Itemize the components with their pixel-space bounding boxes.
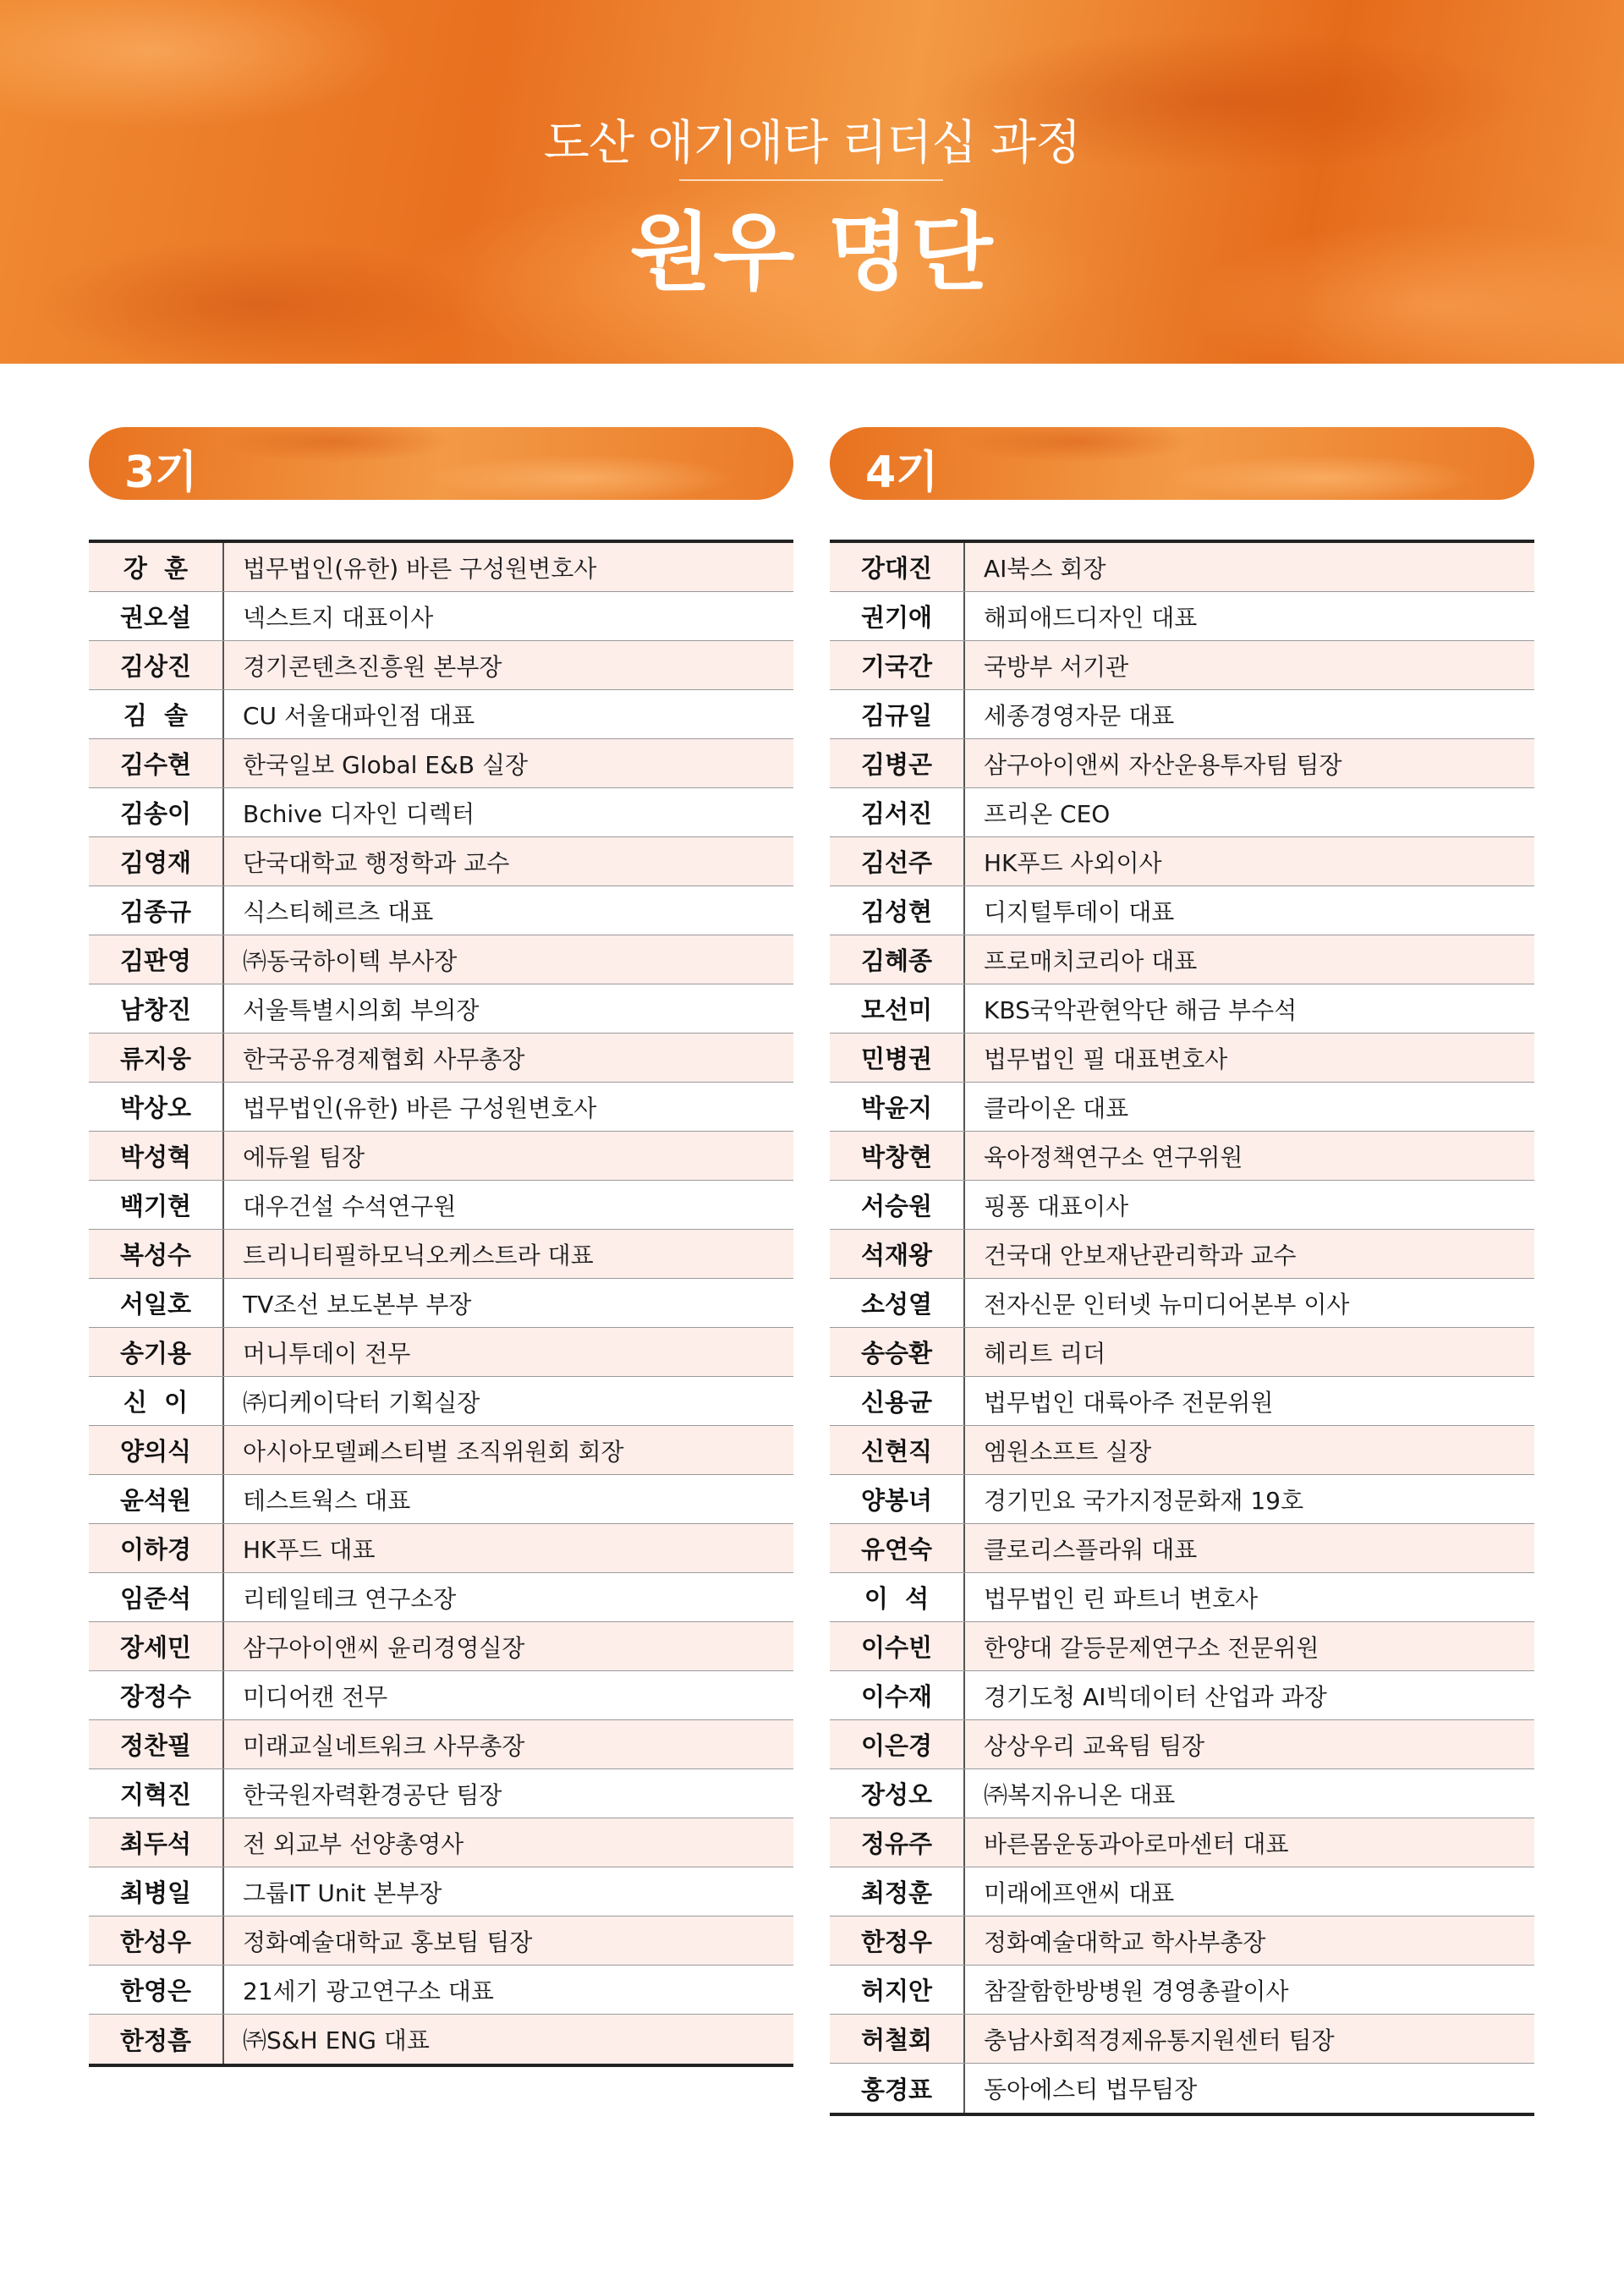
member-affiliation: 한국일보 Global E&B 실장 bbox=[243, 750, 529, 779]
member-name: 한정흠 bbox=[89, 2015, 224, 2064]
member-name: 소성열 bbox=[830, 1279, 965, 1327]
member-name: 모선미 bbox=[830, 984, 965, 1033]
program-subtitle: 도산 애기애타 리더십 과정 bbox=[543, 116, 1081, 171]
member-affiliation: 건국대 안보재난관리학과 교수 bbox=[984, 1241, 1297, 1269]
member-affiliation: 테스트웍스 대표 bbox=[243, 1486, 411, 1515]
member-name: 허철회 bbox=[830, 2015, 965, 2063]
member-affiliation: 미래교실네트워크 사무총장 bbox=[243, 1731, 525, 1760]
table-row bbox=[830, 935, 1534, 984]
member-name: 허지안 bbox=[830, 1966, 965, 2014]
member-name: 석재왕 bbox=[830, 1230, 965, 1278]
member-affiliation: 미디어캔 전무 bbox=[243, 1682, 388, 1711]
table-row bbox=[89, 543, 793, 592]
member-name: 장세민 bbox=[89, 1622, 224, 1670]
table-row bbox=[89, 1328, 793, 1377]
member-name: 복성수 bbox=[89, 1230, 224, 1278]
table-row bbox=[830, 1181, 1534, 1230]
member-affiliation: 핑퐁 대표이사 bbox=[984, 1192, 1129, 1220]
member-name: 양봉녀 bbox=[830, 1475, 965, 1523]
table-row bbox=[89, 788, 793, 837]
member-name: 송기용 bbox=[89, 1328, 224, 1376]
table-row bbox=[830, 1671, 1534, 1720]
table-row bbox=[89, 1034, 793, 1083]
member-name: 이수재 bbox=[830, 1671, 965, 1719]
member-affiliation: 경기민요 국가지정문화재 19호 bbox=[984, 1486, 1304, 1515]
member-name: 류지웅 bbox=[89, 1034, 224, 1082]
member-affiliation: 서울특별시의회 부의장 bbox=[243, 995, 480, 1024]
member-affiliation: 리테일테크 연구소장 bbox=[243, 1584, 457, 1613]
member-name: 신 이 bbox=[89, 1377, 224, 1425]
table-row bbox=[89, 935, 793, 984]
member-affiliation: 경기도청 AI빅데이터 산업과 과장 bbox=[984, 1682, 1327, 1711]
member-affiliation: 머니투데이 전무 bbox=[243, 1339, 411, 1368]
member-affiliation: 삼구아이앤씨 자산운용투자팀 팀장 bbox=[984, 750, 1342, 779]
table-row bbox=[830, 1132, 1534, 1181]
member-name: 장정수 bbox=[89, 1671, 224, 1719]
member-affiliation: 한국원자력환경공단 팀장 bbox=[243, 1780, 502, 1809]
member-affiliation: 전 외교부 선양총영사 bbox=[243, 1829, 464, 1858]
member-affiliation: 삼구아이앤씨 윤리경영실장 bbox=[243, 1633, 525, 1662]
table-row bbox=[830, 1916, 1534, 1966]
table-row bbox=[830, 1377, 1534, 1426]
member-name: 박윤지 bbox=[830, 1083, 965, 1131]
member-affiliation: CU 서울대파인점 대표 bbox=[243, 701, 475, 730]
table-row bbox=[89, 1524, 793, 1573]
table-row bbox=[89, 837, 793, 886]
table-row bbox=[830, 1475, 1534, 1524]
member-affiliation: ㈜동국하이텍 부사장 bbox=[243, 946, 458, 975]
cohort-4-column bbox=[830, 540, 1534, 2116]
member-affiliation: 법무법인 린 파트너 변호사 bbox=[984, 1584, 1259, 1613]
member-name: 백기현 bbox=[89, 1181, 224, 1229]
member-affiliation: 프로매치코리아 대표 bbox=[984, 946, 1198, 975]
member-affiliation: 트리니티필하모닉오케스트라 대표 bbox=[243, 1241, 594, 1269]
member-affiliation: 한양대 갈등문제연구소 전문위원 bbox=[984, 1633, 1320, 1662]
member-name: 김성현 bbox=[830, 886, 965, 935]
table-row bbox=[89, 1671, 793, 1720]
table-row bbox=[89, 1573, 793, 1622]
table-row bbox=[89, 1818, 793, 1867]
member-name: 김판영 bbox=[89, 935, 224, 984]
table-row bbox=[830, 984, 1534, 1034]
member-name: 민병권 bbox=[830, 1034, 965, 1082]
member-affiliation: AI북스 회장 bbox=[984, 554, 1106, 583]
member-affiliation: ㈜복지유니온 대표 bbox=[984, 1780, 1176, 1809]
table-row bbox=[89, 1230, 793, 1279]
member-name: 윤석원 bbox=[89, 1475, 224, 1523]
table-row bbox=[830, 1328, 1534, 1377]
member-name: 이하경 bbox=[89, 1524, 224, 1572]
table-row bbox=[830, 1720, 1534, 1769]
member-affiliation: 전자신문 인터넷 뉴미디어본부 이사 bbox=[984, 1290, 1350, 1319]
table-row bbox=[830, 1867, 1534, 1916]
member-affiliation: 클라이온 대표 bbox=[984, 1094, 1129, 1122]
table-row bbox=[89, 641, 793, 690]
member-affiliation: 헤리트 리더 bbox=[984, 1339, 1106, 1368]
member-affiliation: TV조선 보도본부 부장 bbox=[243, 1290, 472, 1319]
table-row bbox=[89, 1622, 793, 1671]
member-name: 최병일 bbox=[89, 1867, 224, 1916]
member-affiliation: ㈜S&H ENG 대표 bbox=[243, 2026, 430, 2054]
member-affiliation: 동아에스티 법무팀장 bbox=[984, 2075, 1198, 2103]
member-name: 김 솔 bbox=[89, 690, 224, 738]
table-row bbox=[89, 886, 793, 935]
title-divider bbox=[679, 179, 943, 181]
table-row bbox=[830, 1622, 1534, 1671]
member-name: 기국간 bbox=[830, 641, 965, 689]
member-name: 김선주 bbox=[830, 837, 965, 886]
member-name: 이은경 bbox=[830, 1720, 965, 1768]
member-name: 임준석 bbox=[89, 1573, 224, 1621]
member-name: 김병곤 bbox=[830, 739, 965, 787]
page-title: 원우 명단 bbox=[629, 203, 995, 302]
member-affiliation: 넥스트지 대표이사 bbox=[243, 603, 434, 632]
member-affiliation: 그룹IT Unit 본부장 bbox=[243, 1878, 442, 1907]
cohort-4-table bbox=[830, 540, 1534, 2116]
table-row bbox=[830, 1573, 1534, 1622]
table-row bbox=[89, 1426, 793, 1475]
member-name: 김서진 bbox=[830, 788, 965, 836]
table-row bbox=[89, 1083, 793, 1132]
cohort-4-label: 4기 bbox=[865, 447, 939, 498]
member-name: 박창현 bbox=[830, 1132, 965, 1180]
member-affiliation: 법무법인(유한) 바른 구성원변호사 bbox=[243, 1094, 597, 1122]
table-row bbox=[830, 1966, 1534, 2015]
member-name: 강 훈 bbox=[89, 543, 224, 591]
table-row bbox=[89, 1181, 793, 1230]
cohort-3-header bbox=[89, 427, 793, 500]
member-affiliation: Bchive 디자인 디렉터 bbox=[243, 799, 475, 828]
table-row bbox=[89, 690, 793, 739]
table-row bbox=[830, 2064, 1534, 2113]
member-name: 이수빈 bbox=[830, 1622, 965, 1670]
member-name: 권기애 bbox=[830, 592, 965, 640]
table-row bbox=[830, 592, 1534, 641]
member-name: 홍경표 bbox=[830, 2064, 965, 2113]
table-row bbox=[830, 1426, 1534, 1475]
member-name: 강대진 bbox=[830, 543, 965, 591]
table-row bbox=[830, 837, 1534, 886]
member-name: 송승환 bbox=[830, 1328, 965, 1376]
member-affiliation: 단국대학교 행정학과 교수 bbox=[243, 848, 510, 877]
table-row bbox=[89, 2015, 793, 2064]
member-affiliation: 프리온 CEO bbox=[984, 799, 1111, 828]
cohort-4-header bbox=[830, 427, 1534, 500]
table-row bbox=[89, 1966, 793, 2015]
table-row bbox=[89, 1279, 793, 1328]
member-affiliation: 아시아모델페스티벌 조직위원회 회장 bbox=[243, 1437, 624, 1466]
member-affiliation: 해피애드디자인 대표 bbox=[984, 603, 1198, 632]
member-name: 정유주 bbox=[830, 1818, 965, 1867]
cohort-3-label: 3기 bbox=[124, 447, 198, 498]
member-name: 유연숙 bbox=[830, 1524, 965, 1572]
member-affiliation: 상상우리 교육팀 팀장 bbox=[984, 1731, 1205, 1760]
member-affiliation: 정화예술대학교 홍보팀 팀장 bbox=[243, 1927, 533, 1956]
table-row bbox=[830, 641, 1534, 690]
table-row bbox=[89, 739, 793, 788]
member-affiliation: HK푸드 대표 bbox=[243, 1535, 376, 1564]
table-row bbox=[830, 739, 1534, 788]
member-affiliation: 미래에프앤씨 대표 bbox=[984, 1878, 1175, 1907]
member-name: 최정훈 bbox=[830, 1867, 965, 1916]
member-name: 권오설 bbox=[89, 592, 224, 640]
table-row bbox=[830, 1279, 1534, 1328]
table-row bbox=[89, 592, 793, 641]
member-affiliation: 대우건설 수석연구원 bbox=[243, 1192, 457, 1220]
table-row bbox=[830, 1230, 1534, 1279]
table-row bbox=[830, 543, 1534, 592]
member-affiliation: KBS국악관현악단 해금 부수석 bbox=[984, 995, 1298, 1024]
member-name: 신현직 bbox=[830, 1426, 965, 1474]
member-name: 장성오 bbox=[830, 1769, 965, 1818]
member-name: 김혜종 bbox=[830, 935, 965, 984]
member-name: 서승원 bbox=[830, 1181, 965, 1229]
member-affiliation: 법무법인(유한) 바른 구성원변호사 bbox=[243, 554, 597, 583]
member-name: 한영은 bbox=[89, 1966, 224, 2014]
table-row bbox=[89, 1867, 793, 1916]
member-name: 한정우 bbox=[830, 1916, 965, 1965]
table-row bbox=[89, 1475, 793, 1524]
table-row bbox=[830, 886, 1534, 935]
member-affiliation: 정화예술대학교 학사부총장 bbox=[984, 1927, 1266, 1956]
table-row bbox=[830, 1524, 1534, 1573]
member-affiliation: 경기콘텐츠진흥원 본부장 bbox=[243, 652, 502, 681]
member-affiliation: 법무법인 대륙아주 전문위원 bbox=[984, 1388, 1274, 1417]
member-name: 김규일 bbox=[830, 690, 965, 738]
member-name: 최두석 bbox=[89, 1818, 224, 1867]
member-name: 이 석 bbox=[830, 1573, 965, 1621]
member-affiliation: 엠원소프트 실장 bbox=[984, 1437, 1152, 1466]
table-row bbox=[830, 690, 1534, 739]
member-name: 양의식 bbox=[89, 1426, 224, 1474]
member-name: 남창진 bbox=[89, 984, 224, 1033]
member-name: 김영재 bbox=[89, 837, 224, 886]
table-row bbox=[830, 1034, 1534, 1083]
member-name: 김상진 bbox=[89, 641, 224, 689]
member-name: 지혁진 bbox=[89, 1769, 224, 1818]
table-row bbox=[89, 1720, 793, 1769]
member-affiliation: ㈜디케이닥터 기획실장 bbox=[243, 1388, 480, 1417]
member-affiliation: 세종경영자문 대표 bbox=[984, 701, 1175, 730]
member-name: 박성혁 bbox=[89, 1132, 224, 1180]
table-row bbox=[830, 788, 1534, 837]
member-affiliation: 바른몸운동과아로마센터 대표 bbox=[984, 1829, 1289, 1858]
table-row bbox=[89, 984, 793, 1034]
member-name: 김수현 bbox=[89, 739, 224, 787]
member-affiliation: 디지털투데이 대표 bbox=[984, 897, 1175, 926]
member-name: 김송이 bbox=[89, 788, 224, 836]
member-affiliation: 충남사회적경제유통지원센터 팀장 bbox=[984, 2026, 1335, 2054]
member-affiliation: 에듀윌 팀장 bbox=[243, 1143, 365, 1171]
member-affiliation: 참잘함한방병원 경영총괄이사 bbox=[984, 1977, 1289, 2005]
table-row bbox=[89, 1377, 793, 1426]
member-affiliation: 한국공유경제협회 사무총장 bbox=[243, 1045, 525, 1073]
table-row bbox=[830, 1769, 1534, 1818]
member-affiliation: HK푸드 사외이사 bbox=[984, 848, 1162, 877]
table-row bbox=[89, 1916, 793, 1966]
member-affiliation: 육아정책연구소 연구위원 bbox=[984, 1143, 1243, 1171]
member-name: 정찬필 bbox=[89, 1720, 224, 1768]
member-affiliation: 법무법인 필 대표변호사 bbox=[984, 1045, 1228, 1073]
table-row bbox=[830, 1818, 1534, 1867]
member-name: 신용균 bbox=[830, 1377, 965, 1425]
member-name: 김종규 bbox=[89, 886, 224, 935]
cohort-3-column bbox=[89, 540, 793, 2067]
member-affiliation: 국방부 서기관 bbox=[984, 652, 1129, 681]
table-row bbox=[830, 2015, 1534, 2064]
member-affiliation: 클로리스플라워 대표 bbox=[984, 1535, 1198, 1564]
member-name: 한성우 bbox=[89, 1916, 224, 1965]
member-affiliation: 식스티헤르츠 대표 bbox=[243, 897, 434, 926]
table-row bbox=[89, 1132, 793, 1181]
member-name: 서일호 bbox=[89, 1279, 224, 1327]
member-affiliation: 21세기 광고연구소 대표 bbox=[243, 1977, 494, 2005]
table-row bbox=[830, 1083, 1534, 1132]
header-banner bbox=[0, 0, 1624, 364]
table-row bbox=[89, 1769, 793, 1818]
cohort-3-table bbox=[89, 540, 793, 2067]
member-name: 박상오 bbox=[89, 1083, 224, 1131]
